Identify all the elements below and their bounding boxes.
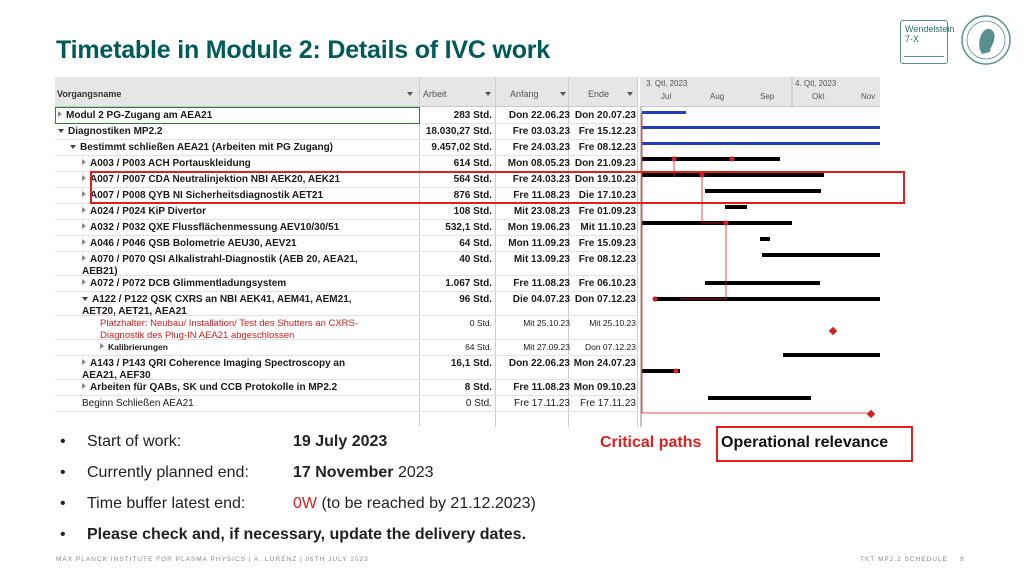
task-end: Fre 06.10.23 <box>578 278 636 289</box>
expand-icon[interactable] <box>82 223 86 229</box>
task-end: Fre 15.12.23 <box>578 126 636 137</box>
critical-paths-legend: Critical paths <box>600 434 702 451</box>
bullet-label: Please check and, if necessary, update the delivery dates. <box>87 526 527 543</box>
task-start: Fre 03.03.23 <box>512 126 570 137</box>
table-header <box>55 77 638 107</box>
task-name-text: A024 / P024 KiP Divertor <box>90 206 206 217</box>
max-planck-logo <box>960 14 1012 66</box>
task-work: 0 Std. <box>465 398 492 409</box>
task-start: Mit 23.08.23 <box>513 206 570 217</box>
table-row[interactable] <box>55 220 638 236</box>
table-row[interactable] <box>55 292 638 316</box>
task-end: Don 07.12.23 <box>574 294 636 305</box>
task-name <box>82 398 194 409</box>
task-name-text: Beginn Schließen AEA21 <box>82 398 194 409</box>
operational-relevance-legend: Operational relevance <box>716 426 913 462</box>
month-label: Jul <box>661 92 672 101</box>
task-work: 532,1 Std. <box>445 222 492 233</box>
task-name <box>82 158 251 169</box>
gantt-chart <box>640 77 880 427</box>
task-start: Mon 19.06.23 <box>507 222 570 233</box>
month-label: Sep <box>760 92 775 101</box>
page-title: Timetable in Module 2: Details of IVC work <box>56 36 551 64</box>
task-start: Don 22.06.23 <box>508 358 570 369</box>
expand-icon[interactable] <box>82 175 86 181</box>
task-end: Don 21.09.23 <box>574 158 636 169</box>
table-row[interactable] <box>55 236 638 252</box>
task-end: Mit 11.10.23 <box>580 222 636 233</box>
task-end: Don 20.07.23 <box>574 110 636 121</box>
task-name <box>82 222 339 233</box>
col-header-work[interactable]: Arbeit <box>423 89 447 99</box>
task-work: 108 Std. <box>453 206 492 217</box>
task-end: Mon 24.07.23 <box>573 358 636 369</box>
table-row[interactable] <box>55 356 638 380</box>
table-row[interactable] <box>55 316 638 340</box>
month-label: Okt <box>812 92 825 101</box>
task-end: Fre 08.12.23 <box>578 254 636 265</box>
col-header-end[interactable]: Ende <box>588 89 610 99</box>
table-row[interactable] <box>55 340 638 356</box>
col-header-name[interactable]: Vorgangsname <box>57 89 122 99</box>
table-row[interactable] <box>55 140 638 156</box>
task-work: 0 Std. <box>469 318 492 328</box>
task-name-text: A046 / P046 QSB Bolometrie AEU30, AEV21 <box>90 238 297 249</box>
table-row[interactable] <box>55 156 638 172</box>
task-name-text: A032 / P032 QXE Flussflächenmessung AEV10/30/51 <box>90 222 340 233</box>
bullet-label: Start of work: <box>87 433 182 450</box>
task-work: 16,1 Std. <box>450 358 492 369</box>
expand-icon[interactable] <box>82 255 86 261</box>
gantt-task-table <box>55 77 638 427</box>
gantt-bars <box>640 77 880 427</box>
task-name-text: A122 / P122 QSK CXRS an NBI AEK41, AEM41, AEM21, AET20, AET21, AEA21 <box>82 294 352 317</box>
task-work: 564 Std. <box>453 174 492 185</box>
highlight-box <box>90 171 905 204</box>
expand-icon[interactable] <box>82 191 86 197</box>
task-work: 64 Std. <box>459 238 492 249</box>
task-start: Fre 11.08.23 <box>513 382 570 393</box>
task-name <box>82 358 382 382</box>
wendelstein-logo <box>900 20 955 64</box>
task-name <box>82 382 337 393</box>
footer-right: TKT MP2.2 SCHEDULE <box>860 556 948 563</box>
task-work: 40 Std. <box>459 254 492 265</box>
collapse-icon[interactable] <box>82 297 88 301</box>
task-end: Don 19.10.23 <box>574 174 636 185</box>
task-start: Fre 11.08.23 <box>513 278 570 289</box>
footer-left: MAX PLANCK INSTITUTE FOR PLASMA PHYSICS | A. LORENZ | 06TH JULY 2023 <box>56 556 369 563</box>
task-name <box>58 126 162 137</box>
task-end: Fre 08.12.23 <box>578 142 636 153</box>
bullet-value-rest: 2023 <box>393 464 434 481</box>
task-work: 1.067 Std. <box>445 278 492 289</box>
task-name-text: A003 / P003 ACH Portauskleidung <box>90 158 251 169</box>
task-start: Fre 17.11.23 <box>514 398 570 409</box>
table-row[interactable] <box>55 204 638 220</box>
table-row[interactable] <box>55 380 638 396</box>
table-row[interactable] <box>55 276 638 292</box>
task-name-text: A007 / P008 QYB NI Sicherheitsdiagnostik AET21 <box>90 190 324 201</box>
task-name-text: A070 / P070 QSI Alkalistrahl-Diagnostik (AEB 20, AEA21, AEB21) <box>82 254 358 277</box>
quarter-label: 3. Qtl, 2023 <box>646 79 688 88</box>
task-start: Mit 27.09.23 <box>523 342 570 352</box>
task-start: Mon 08.05.23 <box>507 158 570 169</box>
task-end: Mit 25.10.23 <box>589 318 636 328</box>
task-name-text: A143 / P143 QRI Coherence Imaging Spectroscopy an AEA21, AEF30 <box>82 358 346 381</box>
quarter-label: 4. Qtl, 2023 <box>795 79 837 88</box>
selected-row-outline <box>55 107 420 124</box>
task-name <box>70 142 333 153</box>
col-header-start[interactable]: Anfang <box>510 89 539 99</box>
task-name-text: Platzhalter: Neubau/ Installation/ Test des Shutters an CXRS-Diagnostik des Plug-IN AEA21 abgeschlossen <box>100 318 359 341</box>
task-name-text: Kalibrierungen <box>108 342 168 352</box>
task-name <box>82 254 382 278</box>
table-row[interactable] <box>55 396 638 412</box>
collapse-icon[interactable] <box>70 145 76 149</box>
task-work: 18.030,27 Std. <box>425 126 492 137</box>
task-start: Fre 24.03.23 <box>512 142 570 153</box>
bullet-value-red: 0W <box>293 495 317 512</box>
bullet-value-bold: 17 November <box>293 464 394 481</box>
task-work: 283 Std. <box>453 110 492 121</box>
task-work: 614 Std. <box>453 158 492 169</box>
logo-text-line2: 7-X <box>905 34 920 44</box>
expand-icon[interactable] <box>82 279 86 285</box>
task-start: Don 22.06.23 <box>508 110 570 121</box>
task-name-text: Diagnostiken MP2.2 <box>68 126 163 137</box>
task-end: Fre 17.11.23 <box>580 398 636 409</box>
bullet-label: Currently planned end: <box>87 464 249 481</box>
task-name-text: Modul 2 PG-Zugang am AEA21 <box>66 110 213 121</box>
logo-text-line1: Wendelstein <box>905 24 955 34</box>
task-name <box>82 238 297 249</box>
task-name <box>82 278 286 289</box>
task-work: 876 Std. <box>453 190 492 201</box>
task-name <box>100 318 400 342</box>
task-work: 8 Std. <box>464 382 492 393</box>
task-work: 9.457,02 Std. <box>431 142 492 153</box>
table-row[interactable] <box>55 124 638 140</box>
month-label: Aug <box>710 92 725 101</box>
task-end: Don 07.12.23 <box>584 342 636 352</box>
task-start: Mit 25.10.23 <box>523 318 570 328</box>
task-start: Mit 13.09.23 <box>513 254 570 265</box>
task-name <box>82 206 206 217</box>
expand-icon[interactable] <box>82 159 86 165</box>
task-start: Die 04.07.23 <box>512 294 570 305</box>
bullet-value-rest: (to be reached by 21.12.2023) <box>317 495 536 512</box>
task-start: Mon 11.09.23 <box>508 238 570 249</box>
page-number: 9 <box>960 556 964 563</box>
task-name <box>100 342 168 352</box>
task-name-text: A072 / P072 DCB Glimmentladungsystem <box>90 278 287 289</box>
task-start: Fre 11.08.23 <box>513 190 570 201</box>
task-end: Die 17.10.23 <box>578 190 636 201</box>
table-row[interactable] <box>55 252 638 276</box>
task-end: Fre 01.09.23 <box>578 206 636 217</box>
expand-icon[interactable] <box>82 359 86 365</box>
task-name-text: Arbeiten für QABs, SK und CCB Protokolle in MP2.2 <box>90 382 338 393</box>
month-label: Nov <box>861 92 876 101</box>
expand-icon[interactable] <box>82 207 86 213</box>
task-start: Fre 24.03.23 <box>512 174 570 185</box>
task-end: Mon 09.10.23 <box>573 382 636 393</box>
task-end: Fre 15.09.23 <box>578 238 636 249</box>
expand-icon[interactable] <box>82 383 86 389</box>
task-name-text: A007 / P007 CDA Neutralinjektion NBI AEK20, AEK21 <box>90 174 341 185</box>
task-work: 96 Std. <box>459 294 492 305</box>
bullet-label: Time buffer latest end: <box>87 495 246 512</box>
task-work: 64 Std. <box>465 342 492 352</box>
expand-icon[interactable] <box>100 343 104 349</box>
expand-icon[interactable] <box>82 239 86 245</box>
bullet-value: 19 July 2023 <box>293 433 388 450</box>
task-name <box>82 294 382 318</box>
task-name-text: Bestimmt schließen AEA21 (Arbeiten mit PG Zugang) <box>80 142 334 153</box>
collapse-icon[interactable] <box>58 129 64 133</box>
